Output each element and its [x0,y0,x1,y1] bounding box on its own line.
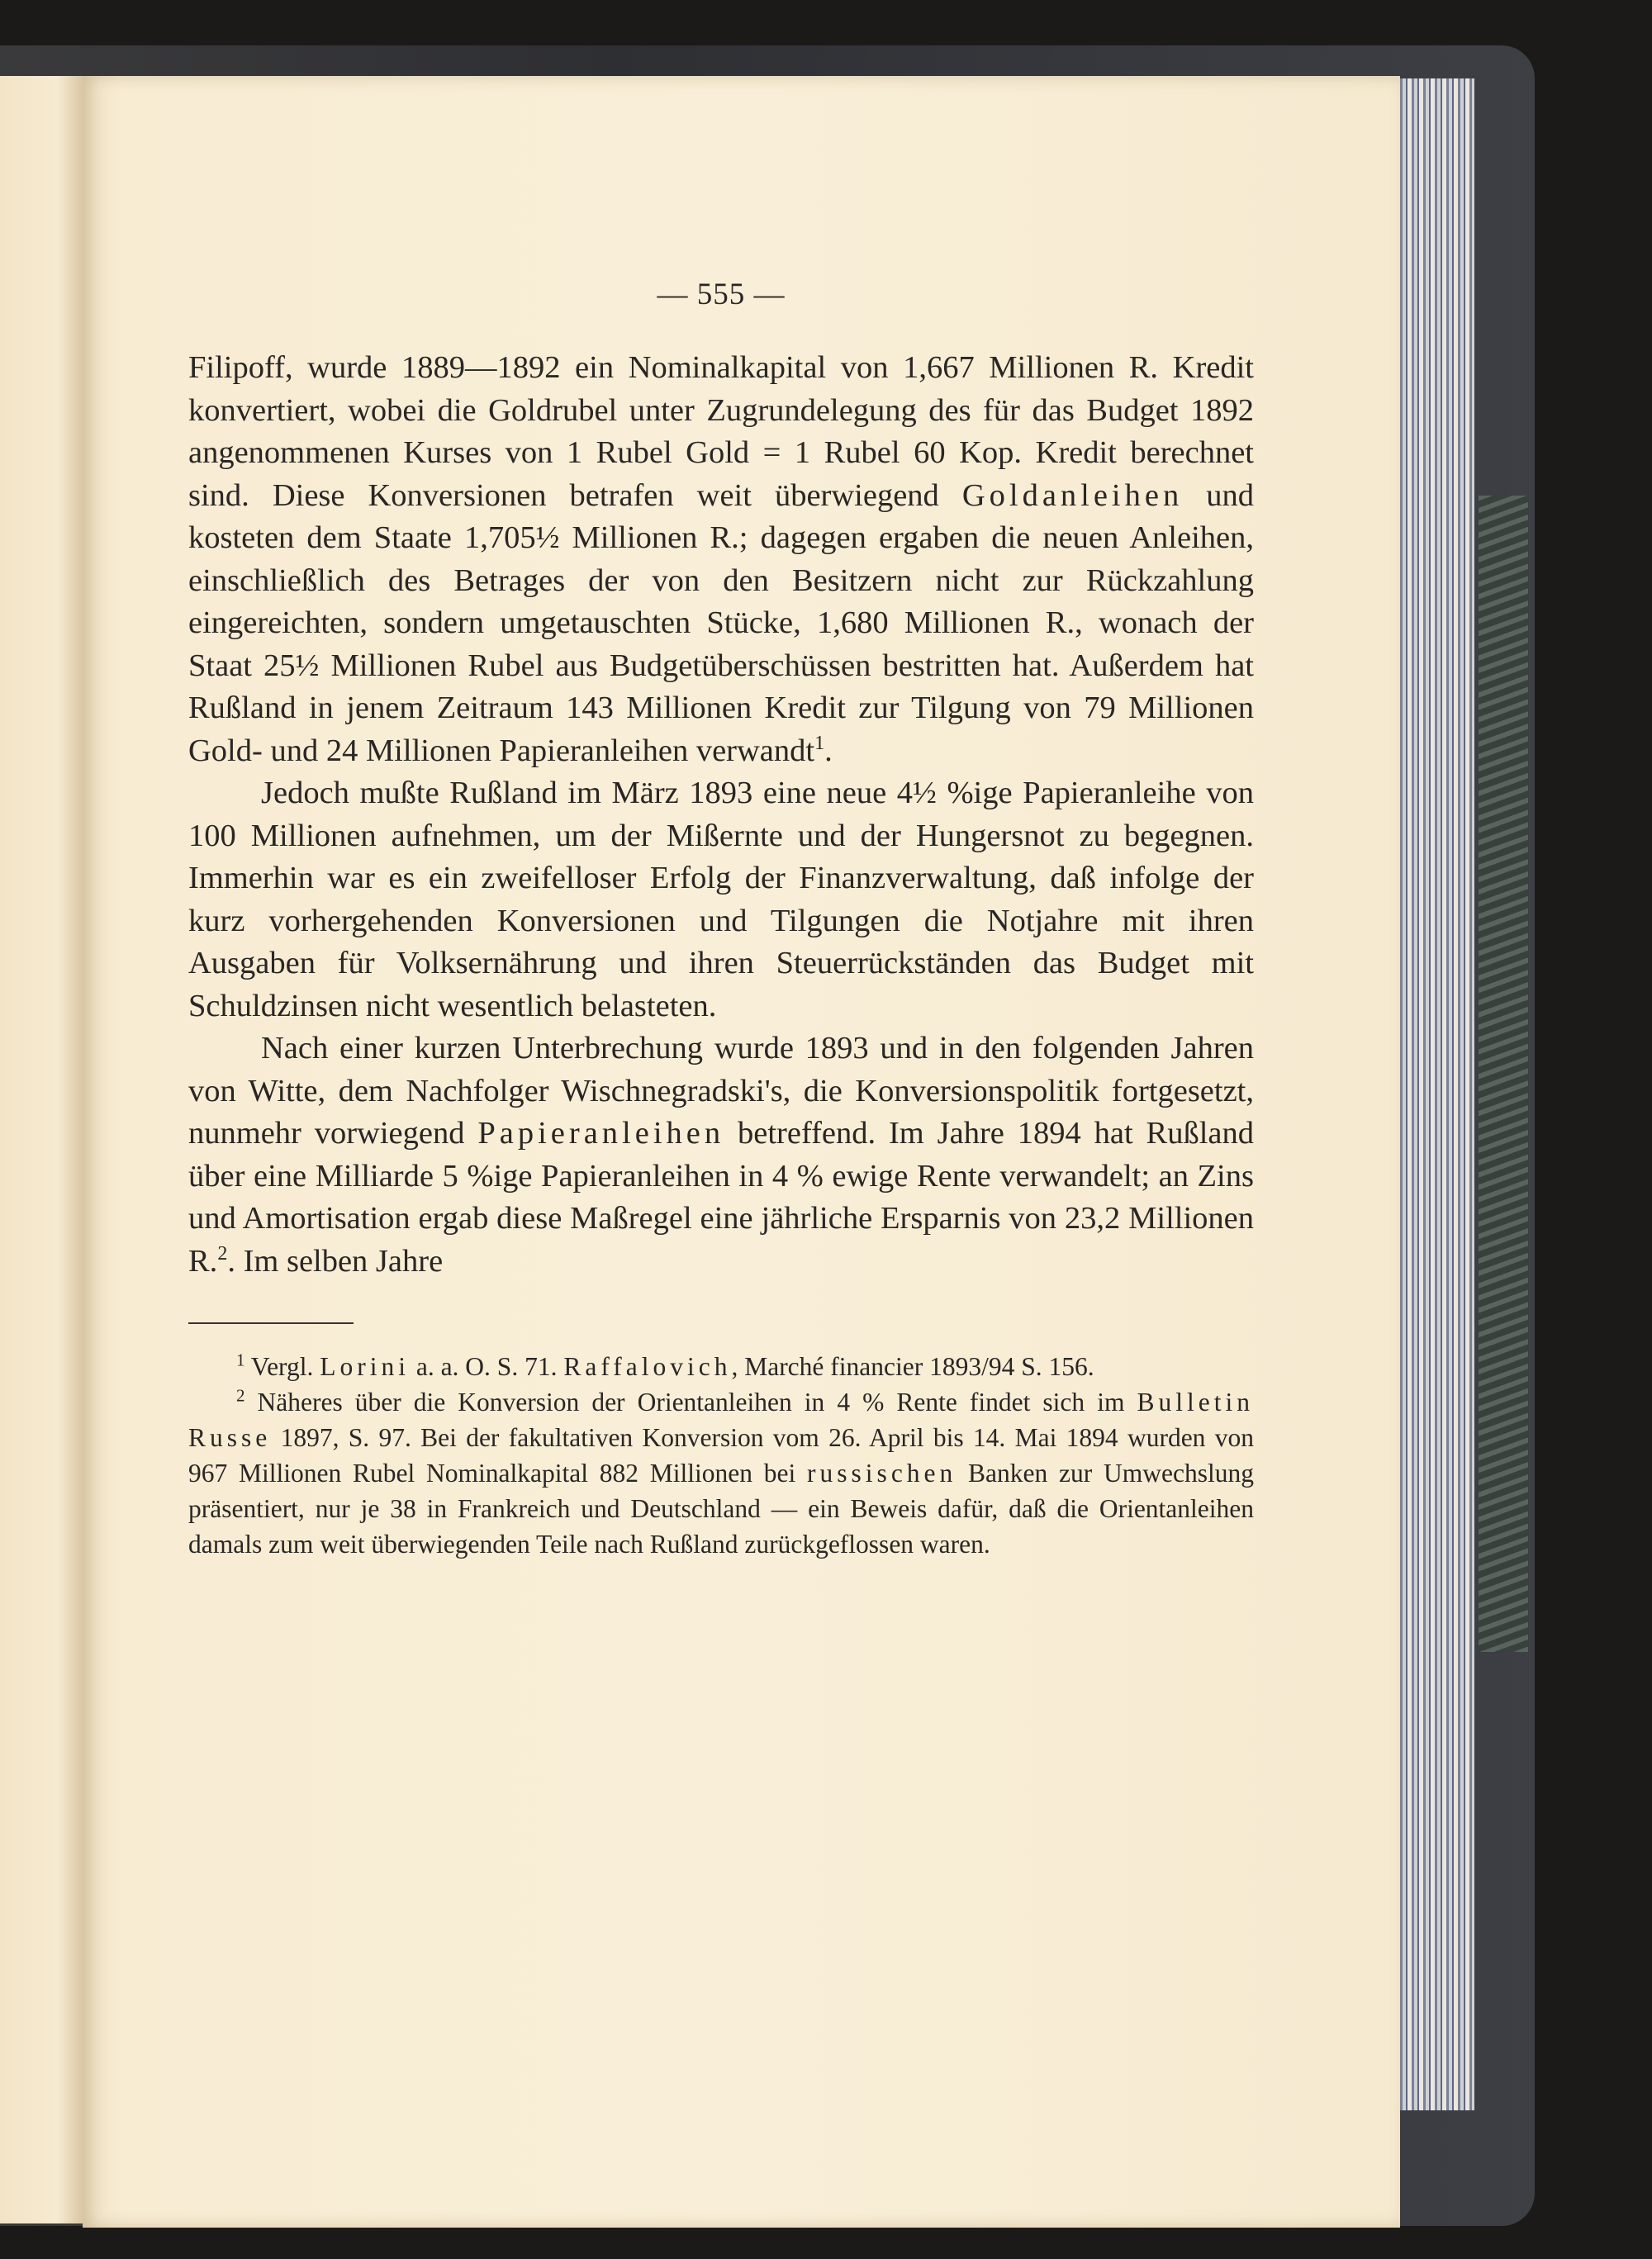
text-run: , Marché financier 1893/94 S. 156. [731,1352,1094,1381]
text-run: Jedoch mußte Rußland im März 1893 eine neue 4½ %ige Papieranleihe von 100 Millionen aufnehmen, um der Mißernte und der Hungersnot zu begegnen. Immerhin war es ein zweifelloser Erfolg der Finanzverwaltung, daß infolge der kurz vorhergehenden Konversionen und Tilgungen die Notjahre mit ihren Ausgaben für Volksernährung und ihren Steuerrückständen das Budget mit Schuldzinsen nicht wesentlich belasteten. [188,776,1254,1023]
page-number: — 555 — [657,278,786,311]
paragraph [188,772,1254,1027]
spaced-word: Lorini [320,1352,410,1381]
paragraph [188,1027,1254,1283]
text-run: betreffend. Im Jahre 1894 hat Rußland über eine Milliarde 5 %ige Papieranleihen in 4 % ewige Rente verwandelt; an Zins und Amortisation ergab diese Maßregel eine jährliche Ersparnis von 23,2 Millionen R. [188,1116,1254,1279]
footnote-rule [188,1322,354,1324]
spaced-word: Goldanleihen [961,477,1184,513]
book-page [83,76,1400,2228]
text-run: Näheres über die Konversion der Orientanleihen in 4 % Rente findet sich im [244,1388,1137,1417]
body-text [188,347,1254,1283]
text-run: und kosteten dem Staate 1,705½ Millionen R.; dagegen ergaben die neuen Anleihen, einschließlich des Betrages der von den Besitzern nicht zur Rückzahlung eingereichten, sondern umgetauschten Stücke, 1,680 Millionen R., wonach der Staat 25½ Millionen Rubel aus Budgetüberschüssen bestritten hat. Außerdem hat Rußland in jenem Zeitraum 143 Millionen Kredit zur Tilgung von 79 Millionen Gold- und 24 Millionen Papieranleihen verwandt [188,477,1255,768]
text-run: Banken zur Umwechslung präsentiert, nur je 38 in Frankreich und Deutschland — ein Beweis dafür, daß die Orientanleihen damals zum weit überwiegenden Teile nach Rußland zurückgeflossen waren. [188,1459,1254,1559]
footnote [188,1384,1254,1562]
left-page-edge [0,76,83,2223]
cover-texture [1479,496,1528,1652]
text-run: . Im selben Jahre [227,1243,444,1279]
footnote-mark: 2 [236,1385,245,1406]
footnote-ref: 2 [217,1242,228,1265]
text-run: . [824,733,833,768]
spaced-word: russischen [807,1459,957,1488]
paragraph [188,347,1254,772]
footnote [188,1349,1254,1384]
text-run: Filipoff, wurde 1889—1892 ein Nominalkapital von 1,667 Millionen R. Kredit konvertiert, wobei die Goldrubel unter Zugrundelegung des für das Budget 1892 angenommenen Kurses von 1 Rubel Gold = 1 Rubel 60 Kop. Kredit berechnet sind. Diese Konversionen betrafen weit überwiegend [188,350,1254,513]
text-run: 1897, S. 97. Bei der fakultativen Konversion vom 26. April bis 14. Mai 1894 wurden von 967 Millionen Rubel Nominalkapital 882 Millionen bei [188,1423,1254,1488]
footnote-ref: 1 [814,732,825,754]
spaced-word: Papieranleihen [477,1116,725,1151]
text-run: Nach einer kurzen Unterbrechung wurde 1893 und in den folgenden Jahren von Witte, dem Nachfolger Wischnegradski's, die Konversionspolitik fortgesetzt, nunmehr vorwiegend [188,1031,1254,1151]
spaced-word: Raffalovich [563,1352,732,1381]
page-edges [1396,78,1474,2110]
text-block [188,274,1254,1562]
text-run: Vergl. [244,1352,320,1381]
footnotes [188,1349,1254,1562]
text-run: a. a. O. S. 71. [409,1352,564,1381]
footnote-mark: 1 [236,1350,245,1370]
spaced-word: Bulletin Russe [188,1388,1254,1452]
